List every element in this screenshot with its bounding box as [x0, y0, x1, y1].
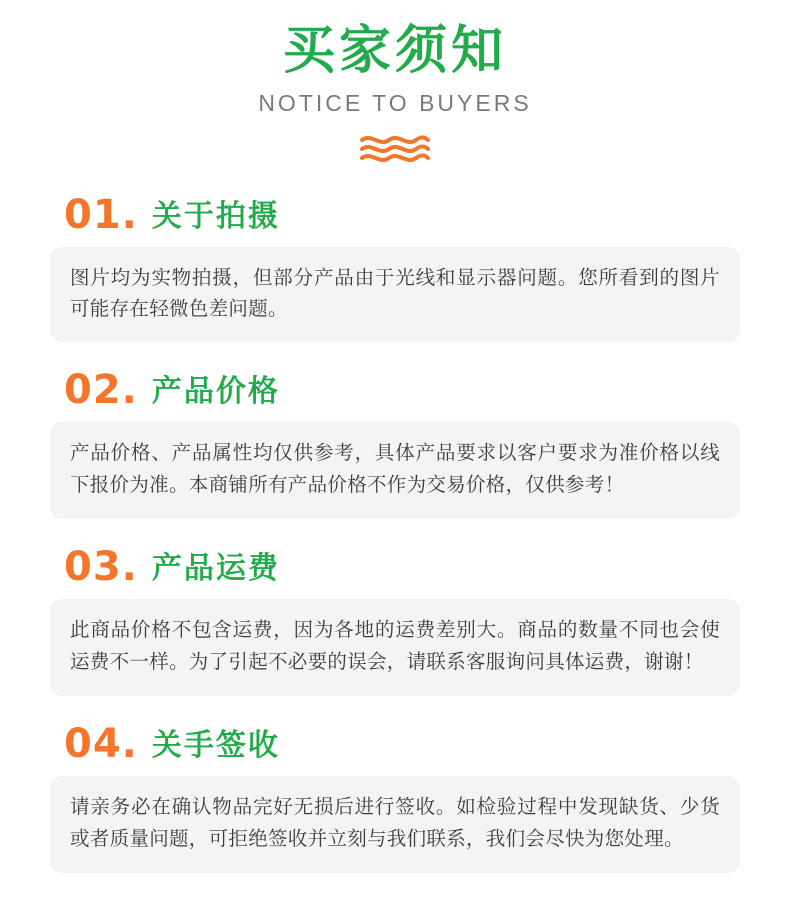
page-title: 买家须知 [282, 22, 507, 80]
section-header [50, 544, 740, 591]
page-subtitle: NOTICE TO BUYERS [258, 89, 532, 116]
section-title: 产品价格 [151, 374, 280, 408]
page-header [50, 0, 740, 167]
notice-section-3 [50, 545, 740, 696]
section-header [50, 191, 740, 238]
section-title: 产品运费 [151, 552, 280, 586]
section-body: 请亲务必在确认物品完好无损后进行签收。如检验过程中发现缺货、少货或者质量问题，可拒绝签收并立刻与我们联系，我们会尽快为您处理。 [50, 776, 740, 873]
wave-divider-icon [50, 131, 740, 167]
section-title: 关手签收 [151, 729, 280, 763]
section-number: 04. [64, 721, 138, 768]
section-header [50, 721, 740, 768]
section-body: 图片均为实物拍摄，但部分产品由于光线和显示器问题。您所看到的图片可能存在轻微色差问题。 [50, 247, 740, 342]
notice-section-1 [50, 193, 740, 342]
section-body: 产品价格、产品属性均仅供参考，具体产品要求以客户要求为准价格以线下报价为准。本商铺所有产品价格不作为交易价格，仅供参考！ [50, 422, 740, 519]
section-number: 03. [64, 544, 138, 591]
section-number: 02. [64, 366, 138, 413]
notice-section-2 [50, 368, 740, 519]
section-header [50, 366, 740, 413]
section-body: 此商品价格不包含运费，因为各地的运费差别大。商品的数量不同也会使运费不一样。为了引起不必要的误会，请联系客服询问具体运费，谢谢！ [50, 599, 740, 696]
section-number: 01. [64, 191, 138, 238]
notice-section-4 [50, 722, 740, 873]
section-title: 关于拍摄 [151, 199, 280, 233]
